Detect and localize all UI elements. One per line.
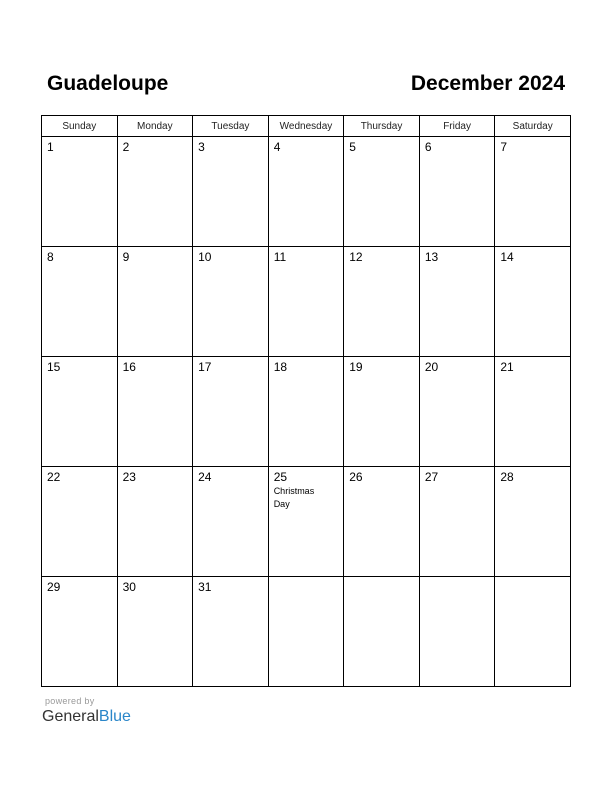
day-number bbox=[420, 577, 495, 580]
day-cell bbox=[419, 467, 495, 577]
day-number: 14 bbox=[500, 250, 514, 264]
day-cell bbox=[268, 247, 344, 357]
day-number: 15 bbox=[47, 360, 61, 374]
day-cell bbox=[117, 247, 193, 357]
day-number: 3 bbox=[198, 140, 205, 154]
calendar-grid bbox=[41, 115, 571, 687]
holiday-label: Christmas Day bbox=[273, 486, 315, 509]
day-cell bbox=[268, 137, 344, 247]
day-cell bbox=[117, 137, 193, 247]
day-number: 29 bbox=[47, 580, 61, 594]
day-number: 6 bbox=[424, 140, 432, 154]
day-cell bbox=[344, 137, 420, 247]
day-cell bbox=[42, 357, 118, 467]
day-cell bbox=[193, 357, 269, 467]
week-row bbox=[42, 247, 571, 357]
day-cell bbox=[344, 467, 420, 577]
day-cell bbox=[419, 357, 495, 467]
day-number: 8 bbox=[47, 250, 54, 264]
day-cell-empty bbox=[268, 577, 344, 687]
day-cell-empty bbox=[419, 577, 495, 687]
weekday-thursday: Thursday bbox=[344, 116, 420, 137]
day-number: 17 bbox=[198, 360, 212, 374]
day-number: 23 bbox=[122, 470, 136, 484]
day-cell bbox=[495, 467, 571, 577]
day-number: 22 bbox=[47, 470, 61, 484]
day-number bbox=[495, 577, 570, 580]
day-cell bbox=[193, 577, 269, 687]
day-cell bbox=[495, 357, 571, 467]
powered-by-label: powered by bbox=[45, 696, 95, 706]
day-number: 9 bbox=[122, 250, 130, 264]
day-number: 19 bbox=[349, 360, 363, 374]
day-cell-empty bbox=[344, 577, 420, 687]
day-number: 2 bbox=[122, 140, 130, 154]
brand-logo bbox=[42, 707, 131, 727]
day-cell-holiday bbox=[268, 467, 344, 577]
brand-part-general: General bbox=[42, 708, 99, 725]
day-cell bbox=[419, 137, 495, 247]
day-number: 1 bbox=[47, 140, 54, 154]
day-number: 12 bbox=[349, 250, 363, 264]
brand-part-blue: Blue bbox=[98, 708, 131, 725]
day-number: 21 bbox=[500, 360, 514, 374]
day-number bbox=[269, 577, 344, 580]
day-number bbox=[344, 577, 419, 580]
day-cell bbox=[117, 357, 193, 467]
day-cell bbox=[117, 467, 193, 577]
day-number: 13 bbox=[424, 250, 439, 264]
day-cell bbox=[344, 247, 420, 357]
day-number: 28 bbox=[500, 470, 514, 484]
country-title: Guadeloupe bbox=[47, 72, 169, 95]
day-cell bbox=[495, 137, 571, 247]
day-cell bbox=[42, 137, 118, 247]
weekday-saturday: Saturday bbox=[495, 116, 571, 137]
day-number: 27 bbox=[424, 470, 439, 484]
week-row bbox=[42, 577, 571, 687]
day-cell-empty bbox=[495, 577, 571, 687]
day-cell bbox=[117, 577, 193, 687]
day-number: 30 bbox=[122, 580, 136, 594]
day-cell bbox=[495, 247, 571, 357]
day-number: 26 bbox=[349, 470, 363, 484]
day-cell bbox=[344, 357, 420, 467]
day-cell bbox=[193, 467, 269, 577]
day-number: 7 bbox=[500, 140, 508, 154]
week-row bbox=[42, 357, 571, 467]
day-number: 4 bbox=[273, 140, 281, 154]
month-year-title: December 2024 bbox=[410, 72, 565, 95]
weekday-tuesday: Tuesday bbox=[193, 116, 269, 137]
day-number: 16 bbox=[122, 360, 136, 374]
day-cell bbox=[42, 467, 118, 577]
day-number: 5 bbox=[349, 140, 356, 154]
weekday-friday: Friday bbox=[419, 116, 495, 137]
weekday-wednesday: Wednesday bbox=[268, 116, 344, 137]
day-cell bbox=[193, 247, 269, 357]
day-cell bbox=[42, 247, 118, 357]
day-number: 31 bbox=[198, 580, 212, 594]
day-number: 10 bbox=[198, 250, 212, 264]
day-cell bbox=[419, 247, 495, 357]
day-number: 18 bbox=[273, 360, 288, 374]
day-number: 25 bbox=[273, 470, 288, 484]
week-row bbox=[42, 137, 571, 247]
day-number: 20 bbox=[424, 360, 439, 374]
weekday-header-row bbox=[42, 116, 571, 137]
weekday-sunday: Sunday bbox=[42, 116, 118, 137]
day-cell bbox=[268, 357, 344, 467]
day-number: 24 bbox=[198, 470, 212, 484]
week-row bbox=[42, 467, 571, 577]
day-cell bbox=[42, 577, 118, 687]
weekday-monday: Monday bbox=[117, 116, 193, 137]
footer-branding bbox=[42, 696, 131, 727]
day-number: 11 bbox=[273, 250, 287, 264]
day-cell bbox=[193, 137, 269, 247]
